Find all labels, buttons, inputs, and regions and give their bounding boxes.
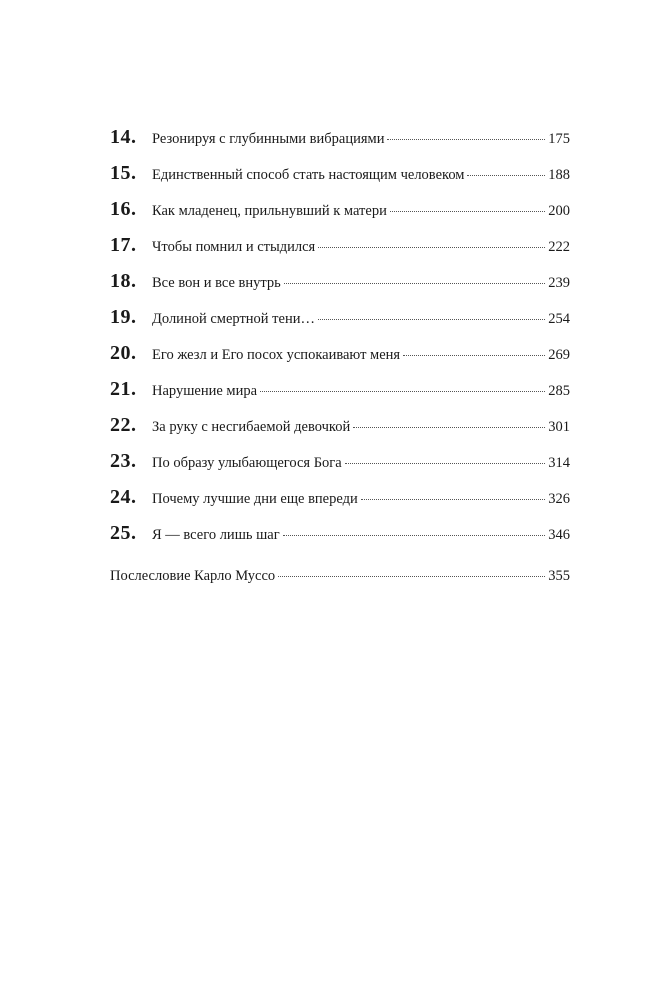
toc-entry: [110, 162, 570, 198]
dot-leader: [260, 391, 545, 392]
dot-leader: [403, 355, 545, 356]
chapter-number: 22.: [110, 414, 137, 436]
dot-leader: [345, 463, 546, 464]
chapter-title: Почему лучшие дни еще впереди: [152, 491, 358, 507]
chapter-number: 19.: [110, 306, 137, 328]
toc-entry: [110, 486, 570, 522]
chapter-title: Единственный способ стать настоящим человеком: [152, 167, 465, 183]
chapter-title: Я — всего лишь шаг: [152, 527, 280, 543]
chapter-number: 24.: [110, 486, 137, 508]
afterword-title: Послесловие Карло Муссо: [110, 568, 276, 584]
toc-entry: [110, 198, 570, 234]
toc-entry: [110, 126, 570, 162]
dot-leader: [284, 283, 545, 284]
page-number: 254: [548, 311, 570, 327]
page-number: 285: [548, 383, 570, 399]
dot-leader: [353, 427, 545, 428]
chapter-title: По образу улыбающегося Бога: [152, 455, 342, 471]
chapter-number: 14.: [110, 126, 137, 148]
page-number: 314: [548, 455, 570, 471]
page-number: 188: [548, 167, 570, 183]
dot-leader: [283, 535, 546, 536]
dot-leader: [467, 175, 545, 176]
page-number: 269: [548, 347, 570, 363]
page-number: 239: [548, 275, 570, 291]
toc-entry: [110, 234, 570, 270]
toc-entry: [110, 378, 570, 414]
page-number: 222: [548, 239, 570, 255]
chapter-number: 18.: [110, 270, 137, 292]
chapter-title: Резонируя с глубинными вибрациями: [152, 131, 385, 147]
toc-entry: [110, 306, 570, 342]
chapter-title: За руку с несгибаемой девочкой: [152, 419, 351, 435]
chapter-number: 16.: [110, 198, 137, 220]
toc-entry: [110, 522, 570, 558]
chapter-number: 17.: [110, 234, 137, 256]
dot-leader: [318, 319, 545, 320]
dot-leader: [278, 576, 545, 577]
chapter-title: Его жезл и Его посох успокаивают меня: [152, 347, 401, 363]
chapter-number: 23.: [110, 450, 137, 472]
dot-leader: [318, 247, 545, 248]
chapter-title: Долиной смертной тени…: [152, 311, 315, 327]
toc-entry: [110, 450, 570, 486]
chapter-title: Как младенец, прильнувший к матери: [152, 203, 387, 219]
chapter-number: 15.: [110, 162, 137, 184]
chapter-number: 25.: [110, 522, 137, 544]
dot-leader: [361, 499, 546, 500]
toc-entry: [110, 414, 570, 450]
toc-afterword-entry: [110, 568, 570, 585]
page-number: 355: [548, 568, 570, 584]
chapter-number: 20.: [110, 342, 137, 364]
page-number: 301: [548, 419, 570, 435]
toc-entry: [110, 342, 570, 378]
chapter-title: Чтобы помнил и стыдился: [152, 239, 316, 255]
page-number: 175: [548, 131, 570, 147]
dot-leader: [387, 139, 545, 140]
chapter-title: Нарушение мира: [152, 383, 258, 399]
page-number: 346: [548, 527, 570, 543]
dot-leader: [390, 211, 545, 212]
page-number: 200: [548, 203, 570, 219]
toc-entry: [110, 270, 570, 306]
chapter-number: 21.: [110, 378, 137, 400]
page-number: 326: [548, 491, 570, 507]
chapter-title: Все вон и все внутрь: [152, 275, 281, 291]
table-of-contents: [110, 126, 570, 558]
